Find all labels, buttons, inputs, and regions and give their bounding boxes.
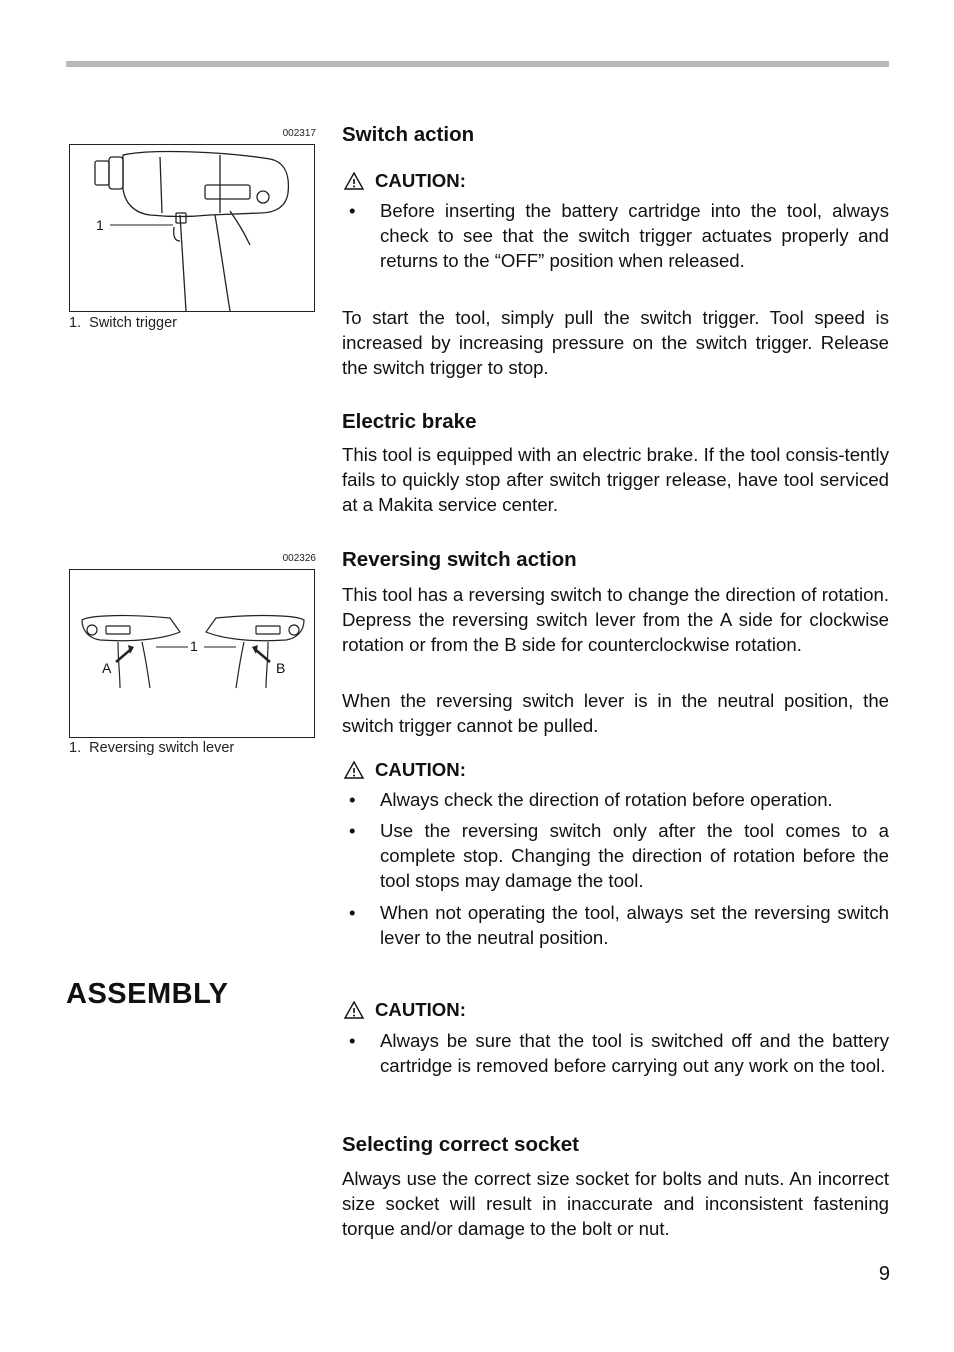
paragraph: This tool is equipped with an electric brake. If the tool consis-tently fails to quickly stop after switch trigger release, have tool serviced at a Makita service center. — [342, 444, 889, 515]
impact-driver-illustration — [70, 145, 315, 312]
caption-number: 1. — [69, 315, 82, 331]
label-b: B — [276, 660, 286, 676]
figure-caption — [69, 740, 234, 756]
list-item — [342, 198, 889, 273]
list-item — [342, 787, 889, 812]
page-number: 9 — [878, 1263, 890, 1285]
bullet-dot: • — [349, 789, 356, 810]
list-item — [342, 900, 889, 950]
heading-assembly: ASSEMBLY — [66, 978, 229, 1010]
bullet-text: When not operating the tool, always set the reversing switch lever to the neutral position. — [380, 902, 889, 948]
label-a: A — [102, 660, 112, 676]
paragraph: To start the tool, simply pull the switch trigger. Tool speed is increased by increasing pressure on the switch trigger. Release the switch trigger to stop. — [342, 307, 889, 378]
bullet-dot: • — [349, 820, 356, 841]
caution-text: CAUTION: — [375, 999, 466, 1020]
figure-callout: 1 — [190, 638, 198, 654]
paragraph: Always use the correct size socket for bolts and nuts. An incorrect size socket will result in inaccurate and inconsistent fastening torque and/or damage to the bolt or nut. — [342, 1168, 889, 1239]
figure-reversing-switch — [69, 569, 315, 738]
warning-icon — [343, 1000, 365, 1020]
figure-code: 002317 — [282, 128, 316, 139]
caption-text: Switch trigger — [89, 315, 177, 331]
heading-selecting-socket: Selecting correct socket — [342, 1133, 579, 1156]
heading-reversing-switch: Reversing switch action — [342, 548, 577, 571]
paragraph: When the reversing switch lever is in the neutral position, the switch trigger cannot be pulled. — [342, 690, 889, 736]
bullet-text: Always check the direction of rotation before operation. — [380, 789, 833, 810]
figure-caption — [69, 315, 177, 331]
list-item — [342, 818, 889, 893]
list-item — [342, 1028, 889, 1078]
figure-code: 002326 — [282, 553, 316, 564]
heading-electric-brake: Electric brake — [342, 410, 477, 433]
heading-switch-action: Switch action — [342, 123, 475, 146]
caution-label — [343, 759, 466, 781]
caution-label — [343, 170, 466, 192]
warning-icon — [343, 760, 365, 780]
caption-text: Reversing switch lever — [89, 740, 235, 756]
top-rule — [66, 61, 889, 67]
bullet-text: Always be sure that the tool is switched off and the battery cartridge is removed before carrying out any work on the tool. — [380, 1030, 889, 1076]
bullet-text: Before inserting the battery cartridge into the tool, always check to see that the switch trigger actuates properly and returns to the “OFF” position when released. — [380, 200, 889, 271]
figure-switch-trigger — [69, 144, 315, 312]
bullet-text: Use the reversing switch only after the tool comes to a complete stop. Changing the direction of rotation before the tool stops may damage the tool. — [380, 820, 889, 891]
paragraph: This tool has a reversing switch to change the direction of rotation. Depress the reversing switch lever from the A side for clockwise rotation or from the B side for counterclockwise rotation. — [342, 584, 889, 655]
bullet-dot: • — [349, 200, 356, 221]
bullet-dot: • — [349, 902, 356, 923]
caption-number: 1. — [69, 740, 82, 756]
bullet-dot: • — [349, 1030, 356, 1051]
warning-icon — [343, 171, 365, 191]
caution-text: CAUTION: — [375, 170, 466, 191]
caution-label — [343, 999, 466, 1021]
reversing-switch-illustration — [70, 570, 315, 738]
caution-text: CAUTION: — [375, 759, 466, 780]
figure-callout: 1 — [96, 217, 104, 233]
